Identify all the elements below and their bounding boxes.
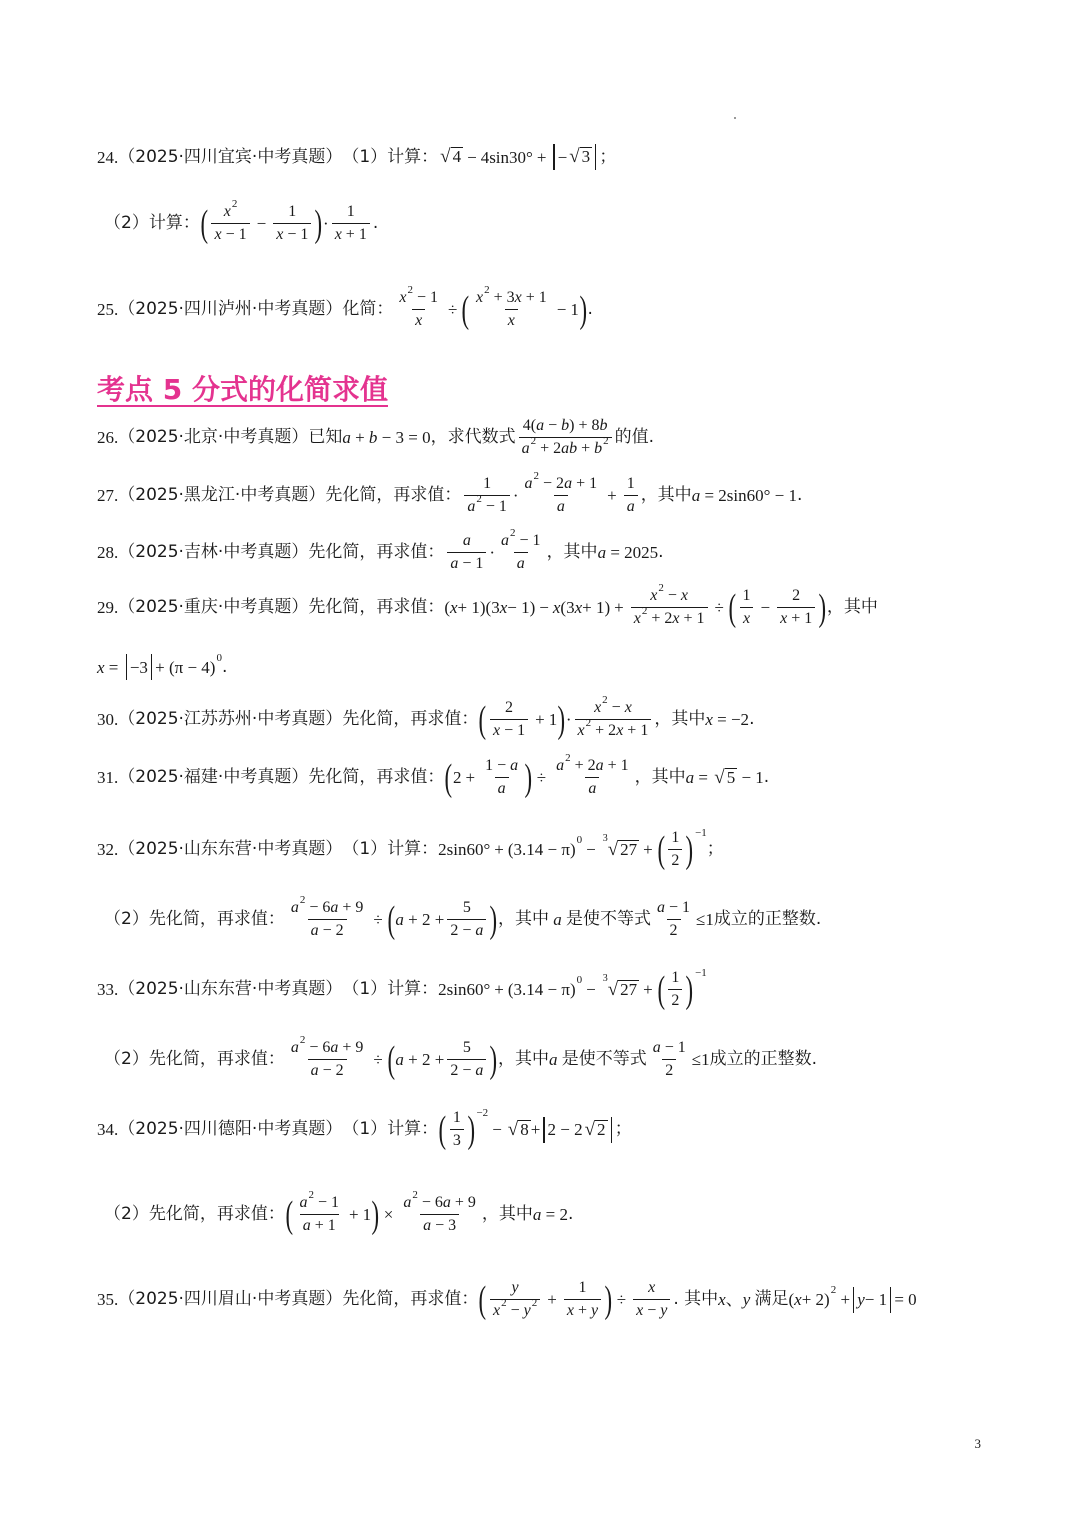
condition: a = 2025	[597, 543, 659, 562]
problem-number: 29.	[97, 598, 119, 617]
problem-number: 32.	[97, 840, 119, 859]
problem-source: （2025·山东东营·中考真题）	[118, 979, 343, 999]
problem-27: 27. （2025·黑龙江·中考真题） 先化简，再求值： $\frac{1}{a^2 - 1}$ · $\frac{a^2 - 2a + 1}{a}$ + $\frac{1}{a}$ ，其中 a = 2sin60° − 1 .	[97, 470, 803, 515]
problem-28: 28. （2025·吉林·中考真题） 先化简，再求值： $\frac{a}{a - 1}$ · $\frac{a^2 - 1}{a}$ ，其中 a = 2025 .	[97, 527, 664, 572]
problem-label: 化简：	[342, 299, 394, 319]
expression: √ 4 − 4sin30° + − √ 3	[438, 144, 599, 170]
problem-source: （2025·江苏苏州·中考真题）	[118, 709, 343, 729]
problem-29: 29. （2025·重庆·中考真题） 先化简，再求值： ( x + 1)(3 x − 1) − x (3 x + 1) + $\frac{x^2 - x}{x^2 + 2x + 1}$ ÷ ( $\frac{1}{x}$ − $\frac{2}{x + 1}$ ) ，其中	[97, 582, 878, 629]
problem-35: 35. （2025·四川眉山·中考真题） 先化简，再求值： ( $\frac{y}{x^2 - y^2}$ + $\frac{1}{x + y}$ ) ÷ $\frac{x}{x - y}$ . 其中 x 、 y 满足 ( x + 2) 2 + y − 1 = 0	[97, 1278, 917, 1321]
expression: $\frac{a^2 - 6a + 9}{a - 2}$ ÷ ( a + 2 + $\frac{5}{2 - a}$ )	[290, 894, 498, 941]
expression: $\frac{a}{a - 1}$ · $\frac{a^2 - 1}{a}$	[444, 533, 546, 572]
problem-33-part-2: （2）先化简，再求值： $\frac{a^2 - 6a + 9}{a - 2}$ ÷ ( a + 2 + $\frac{5}{2 - a}$ ) ，其中 a 是使不等式 $\frac{a - 1}{2}$ ≤1 成立的正整数.	[104, 1034, 818, 1081]
expression: ( x + 1)(3 x − 1) − x (3 x + 1) + $\frac{x^2 - x}{x^2 + 2x + 1}$ ÷ ( $\frac{1}{x}$ − $\frac{2}{x + 1}$ )	[444, 582, 827, 629]
problem-30: 30. （2025·江苏苏州·中考真题） 先化简，再求值： ( $\frac{2}{x - 1}$ + 1 ) · $\frac{x^2 - x}{x^2 + 2x + 1}$ ，其中 x = −2 .	[97, 694, 755, 741]
problem-number: 25.	[97, 300, 119, 319]
expression: 2sin60° + (3.14 − π) 0 − 3 √ 27 + ( $\frac{1}{2}$ ) −1	[438, 967, 707, 1011]
stray-mark	[734, 117, 736, 119]
problem-label: （1）计算：	[342, 146, 439, 167]
expression: ( $\frac{1}{3}$ ) −2 − √ 8 + 2 − 2 √ 2	[438, 1110, 615, 1149]
problem-number: 24.	[97, 147, 119, 167]
expression: $\frac{4(a - b) + 8b}{a^2 + 2ab + b^2}$	[516, 418, 615, 457]
problem-34-part-2: （2）先化简，再求值： ( $\frac{a^2 - 1}{a + 1}$ + 1 ) × $\frac{a^2 - 6a + 9}{a - 3}$ ，其中 a = 2 .	[104, 1189, 574, 1236]
expression: 2sin60° + (3.14 − π) 0 − 3 √ 27 + ( $\frac{1}{2}$ ) −1	[438, 827, 707, 871]
condition: a + b − 3 = 0	[342, 428, 431, 447]
problem-32-part-2: （2）先化简，再求值： $\frac{a^2 - 6a + 9}{a - 2}$ ÷ ( a + 2 + $\frac{5}{2 - a}$ ) ，其中 a 是使不等式 $\frac{a - 1}{2}$ ≤1 成立的正整数.	[104, 894, 822, 941]
problem-number: 28.	[97, 543, 119, 562]
problem-24-part-1: 24. （2025·四川宜宾·中考真题） （1）计算： √ 4 − 4sin30° + − √ 3 ；	[97, 144, 1040, 170]
expression: $\frac{1}{a^2 - 1}$ · $\frac{a^2 - 2a + 1}{a}$ + $\frac{1}{a}$	[461, 476, 640, 515]
problem-25: 25. （2025·四川泸州·中考真题） 化简： $\frac{x^2 - 1}{x}$ ÷ ( $\frac{x^2 + 3x + 1}{x}$ − 1 ) .	[97, 284, 593, 331]
expression: ( 2 + $\frac{1 - a}{a}$ ) ÷ $\frac{a^2 + 2a + 1}{a}$	[444, 752, 629, 799]
condition: ( x + 2) 2 + y − 1 = 0	[788, 1287, 916, 1313]
problem-source: （2025·黑龙江·中考真题）	[118, 485, 326, 505]
condition: x = −3 + (π − 4) 0	[97, 654, 222, 680]
problem-32-part-1: 32. （2025·山东东营·中考真题） （1）计算： 2sin60° + (3.14 − π) 0 − 3 √ 27 + ( $\frac{1}{2}$ ) −1 ；	[97, 827, 724, 871]
page-number: 3	[974, 1436, 981, 1451]
problem-number: 26.	[97, 428, 119, 447]
problem-24-part-2: （2）计算： ( $\frac{x^2}{x - 1}$ − $\frac{1}{x - 1}$ ) · $\frac{1}{x + 1}$ .	[104, 198, 379, 245]
condition: a = 2sin60° − 1	[691, 486, 797, 505]
problem-label: （2）计算：	[104, 213, 200, 233]
problem-source: （2025·福建·中考真题）	[118, 767, 309, 787]
problem-number: 33.	[97, 980, 119, 999]
inequality: $\frac{a - 1}{2}$ ≤1	[652, 1039, 710, 1079]
problem-number: 30.	[97, 710, 119, 729]
expression: ( $\frac{x^2}{x - 1}$ − $\frac{1}{x - 1}$ ) · $\frac{1}{x + 1}$	[200, 204, 373, 243]
problem-26: 26. （2025·北京·中考真题） 已知 a + b − 3 = 0 ，求代数式 $\frac{4(a - b) + 8b}{a^2 + 2ab + b^2}$ 的值.	[97, 417, 655, 457]
problem-29-condition: x = −3 + (π − 4) 0 .	[97, 654, 1040, 680]
problem-31: 31. （2025·福建·中考真题） 先化简，再求值： ( 2 + $\frac{1 - a}{a}$ ) ÷ $\frac{a^2 + 2a + 1}{a}$ ，其中 a = √ 5 − 1 .	[97, 752, 770, 799]
problem-33-part-1: 33. （2025·山东东营·中考真题） （1）计算： 2sin60° + (3.14 − π) 0 − 3 √ 27 + ( $\frac{1}{2}$ ) −1	[97, 967, 707, 1011]
expression: $\frac{x^2 - 1}{x}$ ÷ ( $\frac{x^2 + 3x + 1}{x}$ − 1 )	[399, 284, 587, 331]
problem-number: 31.	[97, 768, 119, 787]
problem-source: （2025·重庆·中考真题）	[118, 597, 309, 617]
problem-source: （2025·吉林·中考真题）	[118, 542, 309, 562]
inequality: $\frac{a - 1}{2}$ ≤1	[657, 899, 714, 939]
problem-number: 27.	[97, 486, 119, 505]
expression: ( $\frac{a^2 - 1}{a + 1}$ + 1 ) × $\frac{a^2 - 6a + 9}{a - 3}$	[285, 1189, 476, 1236]
section-heading: 考点 5 分式的化简求值	[97, 373, 388, 406]
problem-source: （2025·四川泸州·中考真题）	[118, 299, 343, 319]
problem-number: 34.	[97, 1120, 119, 1139]
condition: x = −2	[705, 710, 750, 729]
problem-source: （2025·四川德阳·中考真题）	[118, 1119, 343, 1139]
problem-source: （2025·山东东营·中考真题）	[118, 839, 343, 859]
problem-number: 35.	[97, 1290, 119, 1309]
condition: a = 2	[532, 1205, 569, 1224]
problem-source: （2025·四川宜宾·中考真题）	[118, 146, 343, 167]
problem-source: （2025·四川眉山·中考真题）	[118, 1289, 343, 1309]
condition: a = √ 5 − 1	[685, 766, 764, 788]
problem-source: （2025·北京·中考真题）	[118, 427, 309, 447]
expression: ( $\frac{y}{x^2 - y^2}$ + $\frac{1}{x + y}$ ) ÷ $\frac{x}{x - y}$	[478, 1280, 673, 1319]
expression: $\frac{a^2 - 6a + 9}{a - 2}$ ÷ ( a + 2 + $\frac{5}{2 - a}$ )	[290, 1034, 498, 1081]
expression: ( $\frac{2}{x - 1}$ + 1 ) · $\frac{x^2 - x}{x^2 + 2x + 1}$	[478, 700, 654, 739]
problem-34-part-1: 34. （2025·四川德阳·中考真题） （1）计算： ( $\frac{1}{3}$ ) −2 − √ 8 + 2 − 2 √ 2 ；	[97, 1107, 632, 1151]
